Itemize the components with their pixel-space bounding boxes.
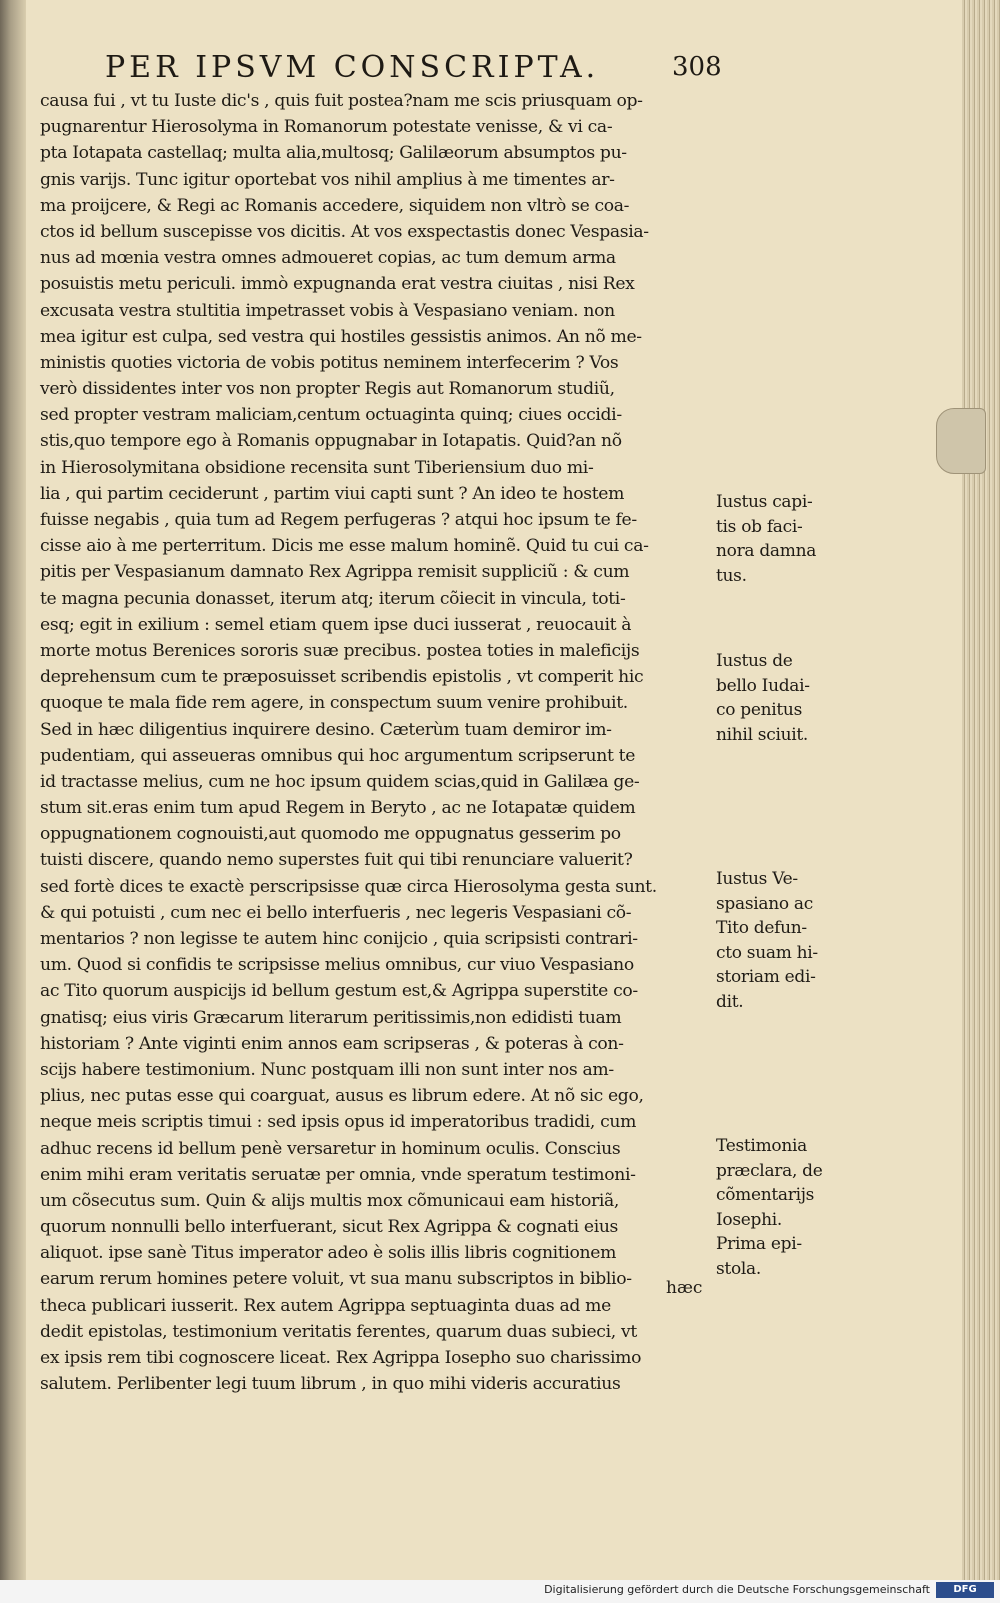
text-line: nus ad mœnia vestra omnes admoueret copias, ac tum demum arma (40, 248, 616, 269)
text-line: salutem. Perlibenter legi tuum librum , in quo mihi videris accuratius (40, 1374, 621, 1395)
marginal-line: præclara, de (716, 1160, 823, 1181)
text-line: fuisse negabis , quia tum ad Regem perfugeras ? atqui hoc ipsum te fe- (40, 510, 637, 530)
marginal-line: Iosephi. (716, 1209, 783, 1230)
marginal-line: tis ob faci- (716, 516, 803, 537)
main-text-column (40, 88, 710, 1397)
marginal-note-vespasiano (716, 867, 836, 1014)
marginal-line: Iustus de (716, 651, 793, 671)
marginal-line: nora damna (716, 541, 817, 561)
text-line: oppugnationem cognouisti,aut quomodo me oppugnatus gesserim po (40, 824, 621, 845)
text-line: lia , qui partim ceciderunt , partim viui capti sunt ? An ideo te hostem (40, 483, 625, 504)
text-line: deprehensum cum te præposuisset scribendis epistolis , vt comperit hic (40, 667, 644, 688)
text-line: aliquot. ipse sanè Titus imperator adeo è solis illis libris cognitionem (40, 1243, 617, 1264)
text-line: & qui potuisti , cum nec ei bello interfueris , nec legeris Vespasiani cõ- (40, 902, 632, 923)
text-line: adhuc recens id bellum penè versaretur in hominum oculis. Conscius (40, 1138, 621, 1159)
text-line: verò dissidentes inter vos non propter Regis aut Romanorum studiũ, (40, 379, 615, 400)
marginal-line: Testimonia (716, 1136, 807, 1156)
marginal-line: cõmentarijs (716, 1185, 815, 1205)
page-gutter-shadow (0, 0, 26, 1580)
text-line: ministis quoties victoria de vobis potitus neminem interfecerim ? Vos (40, 352, 619, 373)
catchword: hæc (666, 1278, 703, 1298)
page-fore-edge (962, 0, 1000, 1580)
text-line: ma proijcere, & Regi ac Romanis accedere, siquidem non vltrò se coa- (40, 195, 630, 216)
marginal-line: storiam edi- (716, 967, 816, 987)
text-line: plius, nec putas esse qui coarguat, ausus es librum edere. At nõ sic ego, (40, 1086, 644, 1107)
text-line: mentarios ? non legisse te autem hinc conijcio , quia scripsisti contrari- (40, 929, 638, 949)
dfg-logo: DFG (936, 1582, 994, 1598)
marginal-line: co penitus (716, 700, 802, 720)
marginal-line: stola. (716, 1258, 761, 1279)
text-line: um. Quod si confidis te scripsisse melius omnibus, cur viuo Vespasiano (40, 955, 634, 976)
text-line: id tractasse melius, cum ne hoc ipsum quidem scias,quid in Galilæa ge- (40, 771, 640, 792)
text-line: posuistis metu periculi. immò expugnanda erat vestra ciuitas , nisi Rex (40, 274, 635, 295)
text-line: Sed in hæc diligentius inquirere desino. Cæterùm tuam demiror im- (40, 719, 612, 740)
text-line: earum rerum homines petere voluit, vt sua manu subscriptos in biblio- (40, 1269, 632, 1290)
marginal-line: Iustus capi- (716, 492, 813, 512)
text-line: stum sit.eras enim tum apud Regem in Beryto , ac ne Iotapatæ quidem (40, 798, 636, 819)
marginal-line: nihil sciuit. (716, 724, 809, 745)
text-line: excusata vestra stultitia impetrasset vobis à Vespasiano veniam. non (40, 300, 615, 321)
text-line: pta Iotapata castellaq; multa alia,multosq; Galilæorum absumptos pu- (40, 143, 627, 164)
marginal-line: Prima epi- (716, 1234, 802, 1254)
marginal-line: spasiano ac (716, 893, 813, 914)
text-line: gnatisq; eius viris Græcarum literarum peritissimis,non edidisti tuam (40, 1007, 622, 1028)
digitization-credit: Digitalisierung gefördert durch die Deutsche Forschungsgemeinschaft (544, 1583, 930, 1596)
text-line: te magna pecunia donasset, iterum atq; iterum cõiecit in vincula, toti- (40, 588, 626, 609)
marginal-line: cto suam hi- (716, 942, 818, 963)
text-line: quorum nonnulli bello interfuerant, sicut Rex Agrippa & cognati eius (40, 1217, 619, 1238)
text-line: sed fortè dices te exactè perscripsisse quæ circa Hierosolyma gesta sunt. (40, 876, 657, 897)
text-line: um cõsecutus sum. Quin & alijs multis mox cõmunicaui eam historiã, (40, 1190, 619, 1211)
text-line: pudentiam, qui asseueras omnibus qui hoc argumentum scripserunt te (40, 745, 636, 766)
text-line: stis,quo tempore ego à Romanis oppugnabar in Iotapatis. Quid?an nõ (40, 431, 622, 452)
marginal-line: dit. (716, 991, 744, 1012)
text-line: historiam ? Ante viginti enim annos eam scripseras , & poteras à con- (40, 1033, 624, 1054)
text-line: ex ipsis rem tibi cognoscere liceat. Rex Agrippa Iosepho suo charissimo (40, 1348, 642, 1368)
text-line: ac Tito quorum auspicijs id bellum gestum est,& Agrippa superstite co- (40, 981, 638, 1002)
text-line: esq; egit in exilium : semel etiam quem ipse duci iusserat , reuocauit à (40, 614, 632, 635)
text-line: ctos id bellum suscepisse vos dicitis. At vos exspectastis donec Vespasia- (40, 221, 649, 242)
text-line: cisse aio à me perterritum. Dicis me esse malum hominẽ. Quid tu cui ca- (40, 536, 649, 557)
text-line: pugnarentur Hierosolyma in Romanorum potestate venisse, & vi ca- (40, 117, 613, 138)
marginal-note-bello-iudaico (716, 649, 836, 747)
marginal-line: Tito defun- (716, 918, 807, 938)
marginal-note-testimonia (716, 1134, 836, 1281)
page-tab-marker (936, 408, 986, 474)
text-line: pitis per Vespasianum damnato Rex Agrippa remisit suppliciũ : & cum (40, 562, 630, 583)
text-line: sed propter vestram maliciam,centum octuaginta quinq; ciues occidi- (40, 405, 622, 426)
marginal-line: tus. (716, 565, 747, 586)
text-line: tuisti discere, quando nemo superstes fuit qui tibi renunciare valuerit? (40, 850, 633, 871)
marginal-line: Iustus Ve- (716, 869, 798, 889)
text-line: in Hierosolymitana obsidione recensita sunt Tiberiensium duo mi- (40, 457, 594, 478)
marginal-note-iustus-capitis (716, 490, 836, 588)
text-line: theca publicari iusserit. Rex autem Agrippa septuaginta duas ad me (40, 1295, 611, 1316)
text-line: enim mihi eram veritatis seruatæ per omnia, vnde speratum testimoni- (40, 1164, 636, 1185)
marginal-line: bello Iudai- (716, 675, 810, 696)
page-number: 308 (672, 52, 722, 82)
text-line: mea igitur est culpa, sed vestra qui hostiles gessistis animos. An nõ me- (40, 326, 642, 347)
text-line: morte motus Berenices sororis suæ precibus. postea toties in maleficijs (40, 640, 640, 661)
text-line: gnis varijs. Tunc igitur oportebat vos nihil amplius à me timentes ar- (40, 169, 615, 190)
text-line: neque meis scriptis timui : sed ipsis opus id imperatoribus tradidi, cum (40, 1112, 637, 1133)
text-line: quoque te mala fide rem agere, in conspectum suum venire prohibuit. (40, 693, 628, 714)
running-title: PER IPSVM CONSCRIPTA. (105, 50, 600, 85)
text-line: scijs habere testimonium. Nunc postquam illi non sunt inter nos am- (40, 1059, 614, 1080)
text-line: dedit epistolas, testimonium veritatis ferentes, quarum duas subieci, vt (40, 1321, 637, 1342)
text-line: causa fui , vt tu Iuste dic's , quis fuit postea?nam me scis priusquam op- (40, 91, 643, 111)
